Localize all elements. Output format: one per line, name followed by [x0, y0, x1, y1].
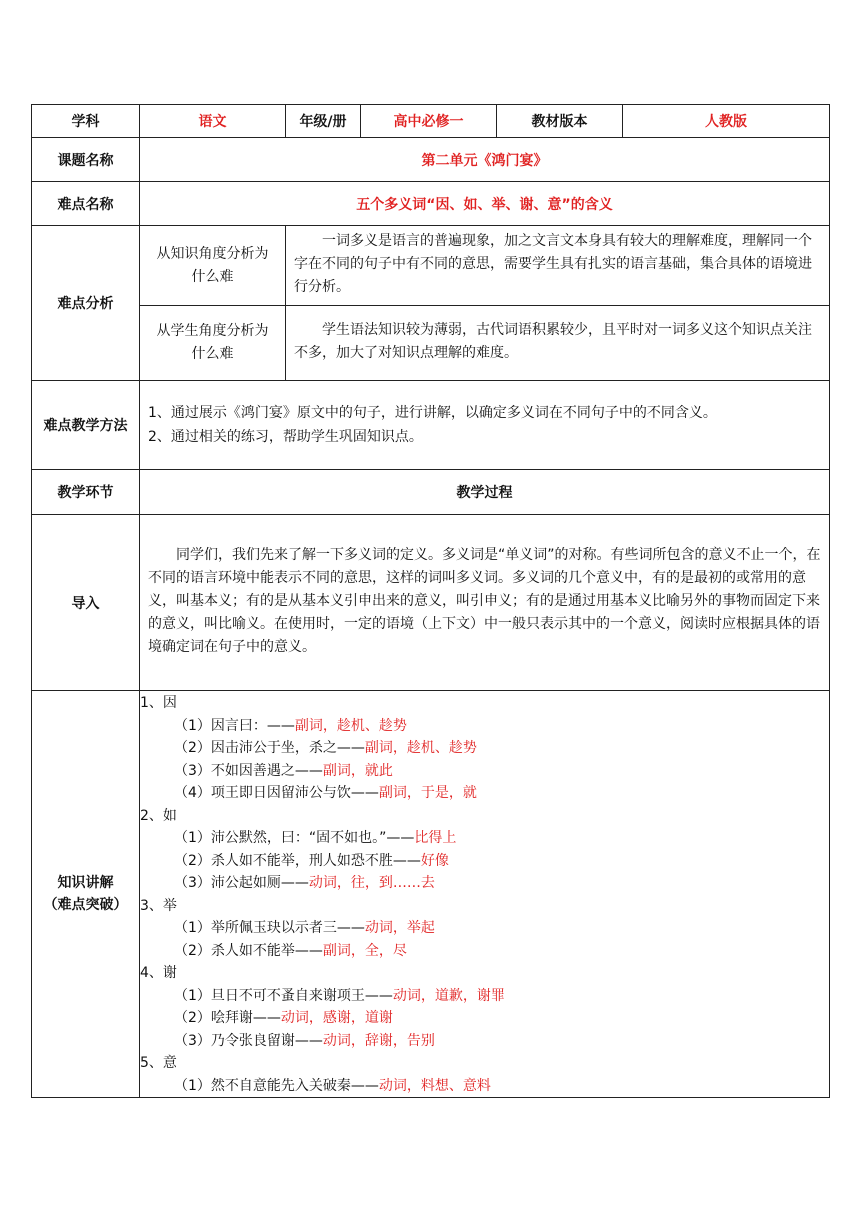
example-meaning: 副词，全，尽: [322, 942, 407, 959]
example-item: [140, 827, 829, 850]
knowledge-points: [140, 691, 830, 1098]
example-meaning: 动词，举起: [364, 920, 435, 936]
method-line-2: 2、通过相关的练习，帮助学生巩固知识点。: [148, 429, 423, 445]
example-sentence: （1）举所佩玉玦以示者三——: [174, 920, 365, 936]
example-item: [140, 760, 829, 783]
example-item: [140, 872, 829, 895]
knowledge-label: [32, 691, 140, 1098]
example-meaning: 动词，道歉，谢罪: [392, 987, 505, 1004]
difficulty-name-label: 难点名称: [32, 182, 140, 226]
textbook-label: 教材版本: [497, 105, 623, 138]
example-item: [140, 985, 829, 1008]
intro-text: 同学们，我们先来了解一下多义词的定义。多义词是“单义词”的对称。有些词所包含的意义不止一个，在不同的语言环境中能表示不同的意思，这样的词叫多义词。多义词的几个意义中，有的是最初的或常用的意义，叫基本义；有的是从基本义引申出来的意义，叫引申义；有的是通过用基本义比喻另外的事物而固定下来的意义，叫比喻义。在使用时，一定的语境（上下文）中一般只表示其中的一个意义，阅读时应根据具体的语境确定词在句子中的意义。: [148, 547, 821, 655]
difficulty-name-row: [32, 182, 830, 226]
analysis-knowledge-row: [32, 226, 830, 306]
example-item: [140, 782, 829, 805]
example-item: [140, 940, 829, 963]
intro-row: [32, 515, 830, 691]
method-line-1: 1、通过展示《鸿门宴》原文中的句子，进行讲解，以确定多义词在不同句子中的不同含义。: [148, 405, 717, 421]
example-item: [140, 1007, 829, 1030]
knowledge-angle-text: 从知识角度分析为什么难: [156, 245, 269, 285]
student-angle-text: 从学生角度分析为什么难: [156, 323, 269, 362]
word-ju-heading: 3、举: [140, 897, 177, 914]
analysis-label: 难点分析: [32, 226, 140, 381]
textbook-value: 人教版: [623, 105, 830, 138]
example-item: [140, 1075, 829, 1098]
example-sentence: （3）乃令张良留谢——: [174, 1032, 323, 1049]
example-meaning: 动词，料想、意料: [378, 1077, 491, 1094]
student-angle-cell: [286, 306, 830, 381]
example-sentence: （1）旦日不可不蚤自来谢项王——: [174, 987, 393, 1004]
topic-label: 课题名称: [32, 138, 140, 182]
example-item: [140, 715, 829, 738]
example-sentence: （1）然不自意能先入关破秦——: [174, 1077, 379, 1094]
example-sentence: （2）哙拜谢——: [174, 1010, 281, 1026]
process-value: 教学过程: [140, 470, 830, 515]
grade-value: 高中必修一: [361, 105, 497, 138]
knowledge-list: [140, 691, 829, 1097]
example-meaning: 动词，感谢，道谢: [280, 1010, 393, 1026]
word-yi-heading: 5、意: [140, 1055, 177, 1071]
example-item: [140, 917, 829, 940]
knowledge-label-line-1: 知识讲解: [57, 875, 114, 891]
analysis-student-row: [32, 306, 830, 381]
word-xie-heading: 4、谢: [140, 965, 177, 981]
example-meaning: 比得上: [414, 830, 457, 846]
student-angle-analysis: 学生语法知识较为薄弱，古代词语积累较少，且平时对一词多义这个知识点关注不多，加大了对知识点理解的难度。: [294, 322, 812, 361]
knowledge-angle-cell: [286, 226, 830, 306]
example-meaning: 好像: [420, 852, 449, 869]
header-row: [32, 105, 830, 138]
student-angle-label: [140, 306, 286, 381]
difficulty-name-value: 五个多义词“因、如、举、谢、意”的含义: [140, 182, 830, 226]
subject-label: 学科: [32, 105, 140, 138]
method-label: 难点教学方法: [32, 381, 140, 470]
example-item: [140, 1030, 829, 1053]
example-meaning: 动词，往，到……去: [308, 875, 435, 891]
topic-value: 第二单元《鸿门宴》: [140, 138, 830, 182]
process-row: [32, 470, 830, 515]
topic-row: [32, 138, 830, 182]
example-meaning: 副词，趁机、趁势: [364, 740, 477, 756]
subject-value: 语文: [140, 105, 286, 138]
example-item: [140, 850, 829, 873]
example-sentence: （1）因言曰：——: [174, 717, 295, 734]
intro-cell: [140, 515, 830, 691]
example-sentence: （3）沛公起如厕——: [174, 875, 309, 891]
process-label: 教学环节: [32, 470, 140, 515]
knowledge-angle-analysis: 一词多义是语言的普遍现象，加之文言文本身具有较大的理解难度，理解同一个字在不同的句子中有不同的意思，需要学生具有扎实的语言基础，集合具体的语境进行分析。: [294, 233, 812, 295]
example-sentence: （2）杀人如不能举，刑人如恐不胜——: [174, 852, 421, 869]
example-sentence: （1）沛公默然，曰：“固不如也。”——: [174, 830, 415, 846]
example-meaning: 副词，趁机、趁势: [294, 717, 407, 734]
example-sentence: （4）项王即日因留沛公与饮——: [174, 785, 379, 801]
example-meaning: 动词，辞谢，告别: [322, 1032, 435, 1049]
example-sentence: （2）因击沛公于坐，杀之——: [174, 740, 365, 756]
lesson-plan-table: [31, 104, 830, 1098]
intro-label: 导入: [32, 515, 140, 691]
example-meaning: 副词，就此: [322, 762, 393, 779]
example-meaning: 副词，于是，就: [378, 785, 477, 801]
method-cell: [140, 381, 830, 470]
word-ru-heading: 2、如: [140, 807, 177, 824]
knowledge-row: [32, 691, 830, 1098]
example-sentence: （3）不如因善遇之——: [174, 762, 323, 779]
word-yin-heading: 1、因: [140, 695, 177, 711]
grade-label: 年级/册: [286, 105, 361, 138]
knowledge-angle-label: [140, 226, 286, 306]
example-item: [140, 737, 829, 760]
method-row: [32, 381, 830, 470]
example-sentence: （2）杀人如不能举——: [174, 942, 323, 959]
knowledge-label-line-2: （难点突破）: [43, 897, 128, 913]
